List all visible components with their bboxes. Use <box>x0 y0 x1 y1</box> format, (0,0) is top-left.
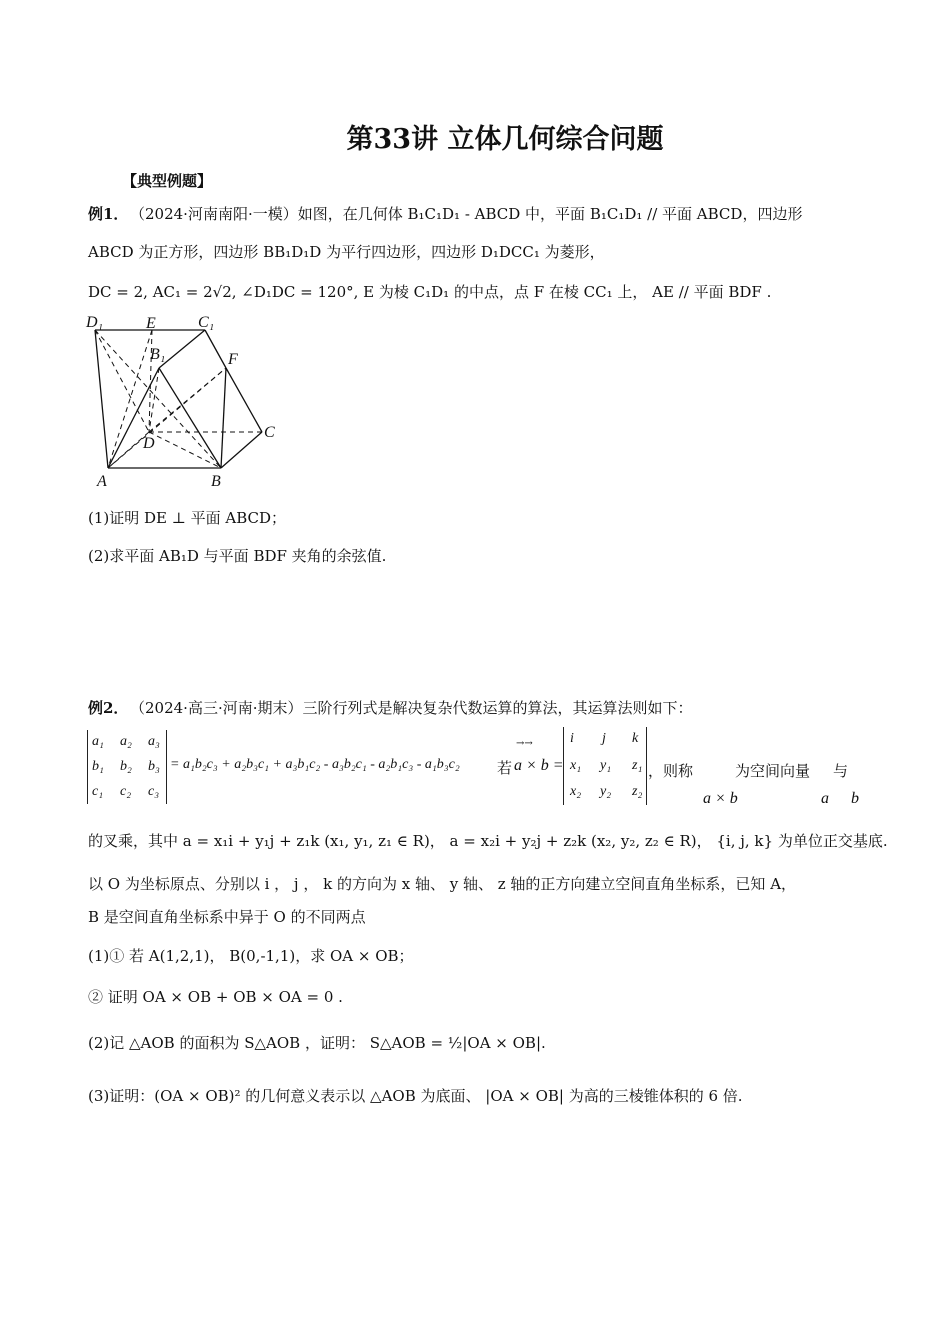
and-text: 与 <box>833 762 849 780</box>
label-f: F <box>228 351 238 368</box>
label-b: B <box>211 473 221 490</box>
label-b1: B₁ <box>150 346 166 363</box>
section-heading: 【典型例题】 <box>122 172 213 190</box>
example2-question1a: (1)① 若 A(1,2,1)， B(0,-1,1)，求 OA × OB； <box>88 947 414 965</box>
example1-question1: (1)证明 DE ⊥ 平面 ABCD； <box>88 509 287 527</box>
example2-line2: 的叉乘，其中 a = x₁i + y₁j + z₁k (x₁, y₁, z₁ ∈ R)， a = x₂i + y₂j + z₂k (x₂, y₂, z₂ ∈ R)， {i, j, k} 为单位正交基底. <box>88 832 888 850</box>
a-cross-b: a × b <box>703 790 738 807</box>
vector-a: a <box>821 790 829 807</box>
example1-question2: (2)求平面 AB₁D 与平面 BDF 夹角的余弦值. <box>88 547 387 565</box>
page-title: 第33讲 立体几何综合问题 <box>346 124 664 155</box>
geometry-figure <box>80 308 290 493</box>
example2-label: 例2． <box>88 699 129 717</box>
example1-line3: DC = 2, AC₁ = 2√2, ∠D₁DC = 120°, E 为棱 C₁D₁ 的中点，点 F 在棱 CC₁ 上， AE // 平面 BDF . <box>88 283 772 301</box>
vector-b: b <box>851 790 859 807</box>
example2-intro: （2024·高三·河南·期末）三阶行列式是解决复杂代数运算的算法，其运算法则如下： <box>130 699 693 717</box>
determinant-ijk: i j k x₁ y₁ z₁ x₂ y₂ z₂ <box>563 727 647 805</box>
determinant-abc: a₁ a₂ a₃ b₁ b₂ b₃ c₁ c₂ c₃ <box>87 730 167 804</box>
label-c: C <box>264 424 275 441</box>
label-d: D <box>143 435 155 452</box>
cross-product-lhs: a × b = <box>514 757 564 774</box>
example2-question3: (3)证明：(OA × OB)² 的几何意义表示以 △AOB 为底面、 |OA × OB| 为高的三棱锥体积的 6 倍. <box>88 1087 743 1105</box>
then-call-text: ，则称 <box>648 762 694 780</box>
if-text: 若 <box>497 759 513 777</box>
example2-line4: B 是空间直角坐标系中异于 O 的不同两点 <box>88 908 366 926</box>
example1-line2: ABCD 为正方形，四边形 BB₁D₁D 为平行四边形，四边形 D₁DCC₁ 为菱形， <box>88 243 605 261</box>
example1-line1: （2024·河南南阳·一模）如图，在几何体 B₁C₁D₁ - ABCD 中，平面 B₁C₁D₁ // 平面 ABCD，四边形 <box>130 205 803 223</box>
example2-question1b: ② 证明 OA × OB + OB × OA = 0 . <box>88 988 343 1006</box>
example2-line3: 以 O 为坐标原点、分别以 i ， j ， k 的方向为 x 轴、 y 轴、 z 轴的正方向建立空间直角坐标系，已知 A， <box>88 875 797 893</box>
example2-question2: (2)记 △AOB 的面积为 S△AOB ，证明： S△AOB = ½|OA × OB|. <box>88 1034 546 1052</box>
vector-arrows: →→ <box>516 738 533 749</box>
example1-label: 例1． <box>88 205 129 223</box>
label-a: A <box>97 473 107 490</box>
space-vector-text: 为空间向量 <box>735 762 811 780</box>
label-c1: C₁ <box>198 314 215 331</box>
label-e: E <box>146 315 156 332</box>
label-d1: D₁ <box>86 314 104 331</box>
determinant-expansion: = a₁b₂c₃ + a₂b₃c₁ + a₃b₁c₂ - a₃b₂c₁ - a₂b₁c₃ - a₁b₃c₂ <box>170 757 460 772</box>
